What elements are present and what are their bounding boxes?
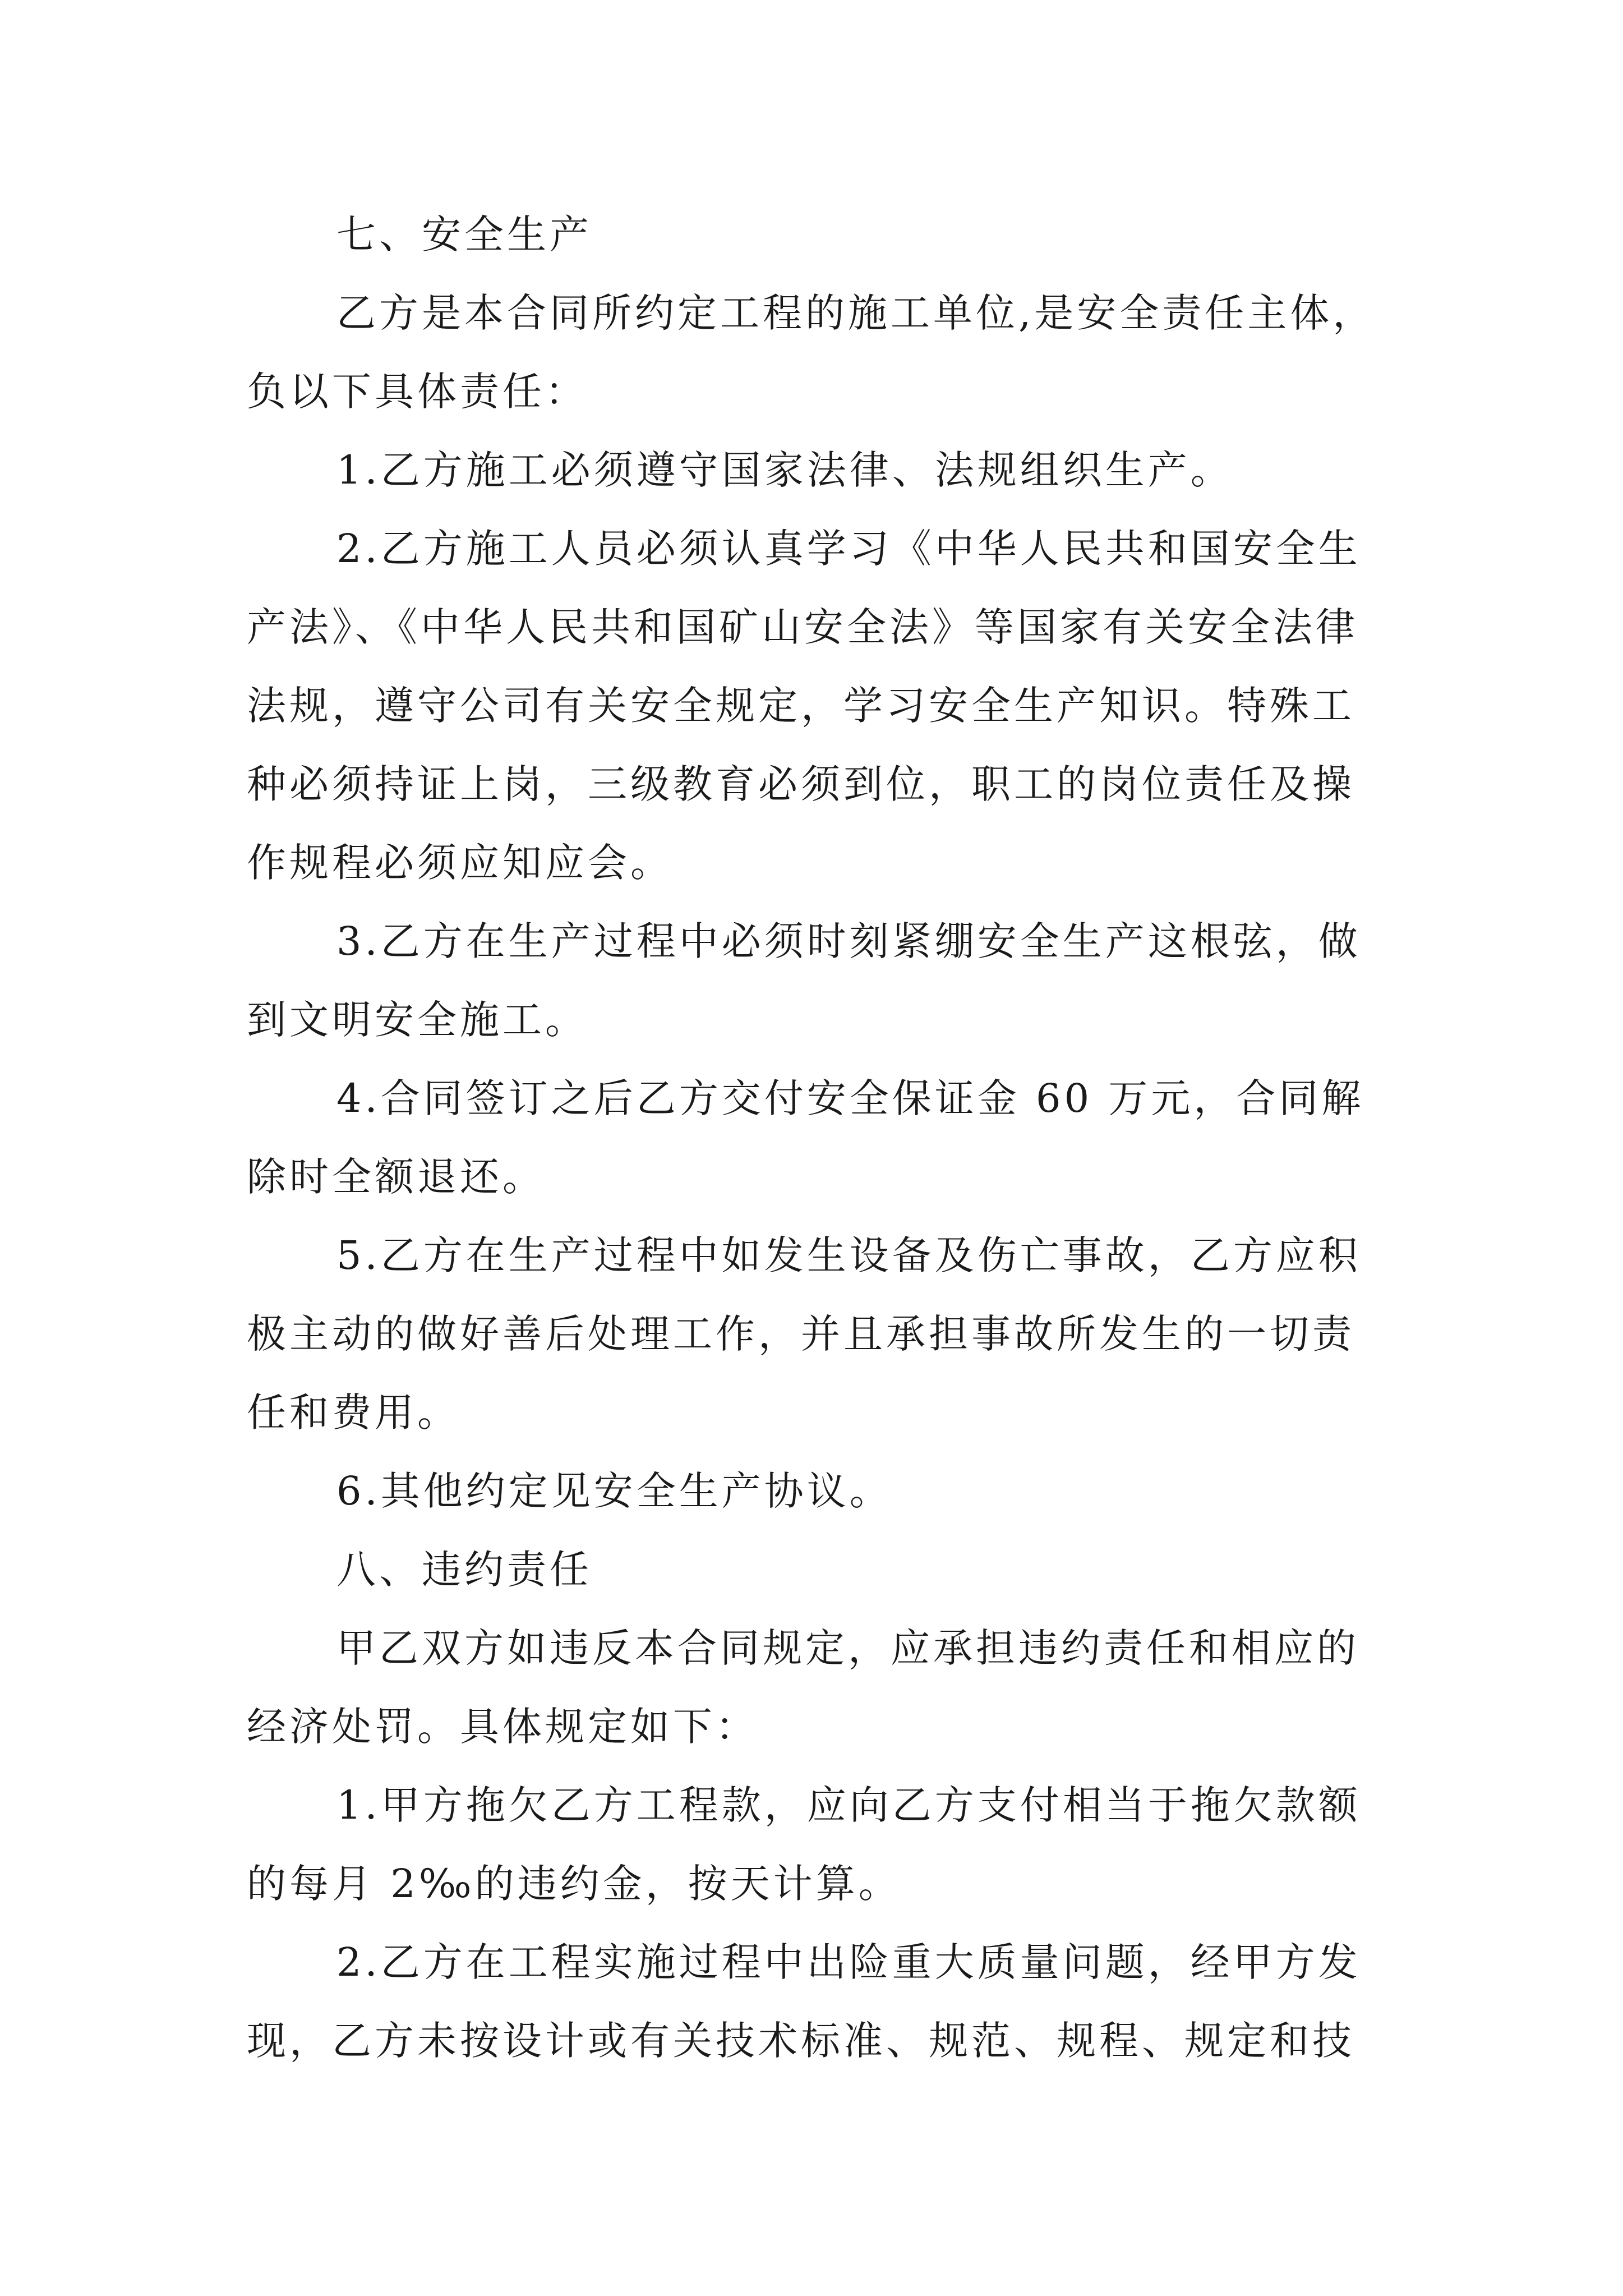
list-item-line: 2.乙方在工程实施过程中出险重大质量问题，经甲方发 — [336, 1939, 1361, 1985]
paragraph-line: 种必须持证上岗，三级教育必须到位，职工的岗位责任及操 — [247, 761, 1355, 807]
paragraph-line: 甲乙双方如违反本合同规定，应承担违约责任和相应的 — [336, 1625, 1359, 1671]
section-heading-breach: 八、违约责任 — [336, 1547, 592, 1593]
list-item-line: 1.甲方拖欠乙方工程款，应向乙方支付相当于拖欠款额 — [336, 1782, 1361, 1828]
list-item-line: 2.乙方施工人员必须认真学习《中华人民共和国安全生 — [336, 526, 1361, 572]
paragraph-line: 法规，遵守公司有关安全规定，学习安全生产知识。特殊工 — [247, 683, 1355, 729]
list-item-line: 4.合同签订之后乙方交付安全保证金 60 万元，合同解 — [336, 1075, 1364, 1121]
paragraph-line: 经济处罚。具体规定如下： — [247, 1704, 758, 1750]
paragraph-line: 极主动的做好善后处理工作，并且承担事故所发生的一切责 — [247, 1311, 1355, 1357]
paragraph-line: 除时全额退还。 — [247, 1154, 545, 1200]
section-heading-safety: 七、安全生产 — [336, 211, 592, 257]
paragraph-line: 任和费用。 — [247, 1389, 460, 1435]
paragraph-line: 产法》、《中华人民共和国矿山安全法》等国家有关安全法律 — [247, 604, 1358, 650]
paragraph-line: 的每月 2‰的违约金，按天计算。 — [247, 1861, 901, 1907]
list-item-line: 1.乙方施工必须遵守国家法律、法规组织生产。 — [336, 447, 1233, 493]
list-item-line: 5.乙方在生产过程中如发生设备及伤亡事故，乙方应积 — [336, 1232, 1361, 1278]
paragraph-line: 负以下具体责任： — [247, 369, 588, 415]
paragraph-line: 到文明安全施工。 — [247, 997, 588, 1043]
paragraph-line: 作规程必须应知应会。 — [247, 840, 673, 886]
list-item-line: 6.其他约定见安全生产协议。 — [336, 1468, 892, 1514]
list-item-line: 3.乙方在生产过程中必须时刻紧绷安全生产这根弦，做 — [336, 918, 1361, 964]
paragraph-line: 乙方是本合同所约定工程的施工单位,是安全责任主体， — [336, 290, 1376, 336]
paragraph-line: 现，乙方未按设计或有关技术标准、规范、规程、规定和技 — [247, 2018, 1355, 2064]
